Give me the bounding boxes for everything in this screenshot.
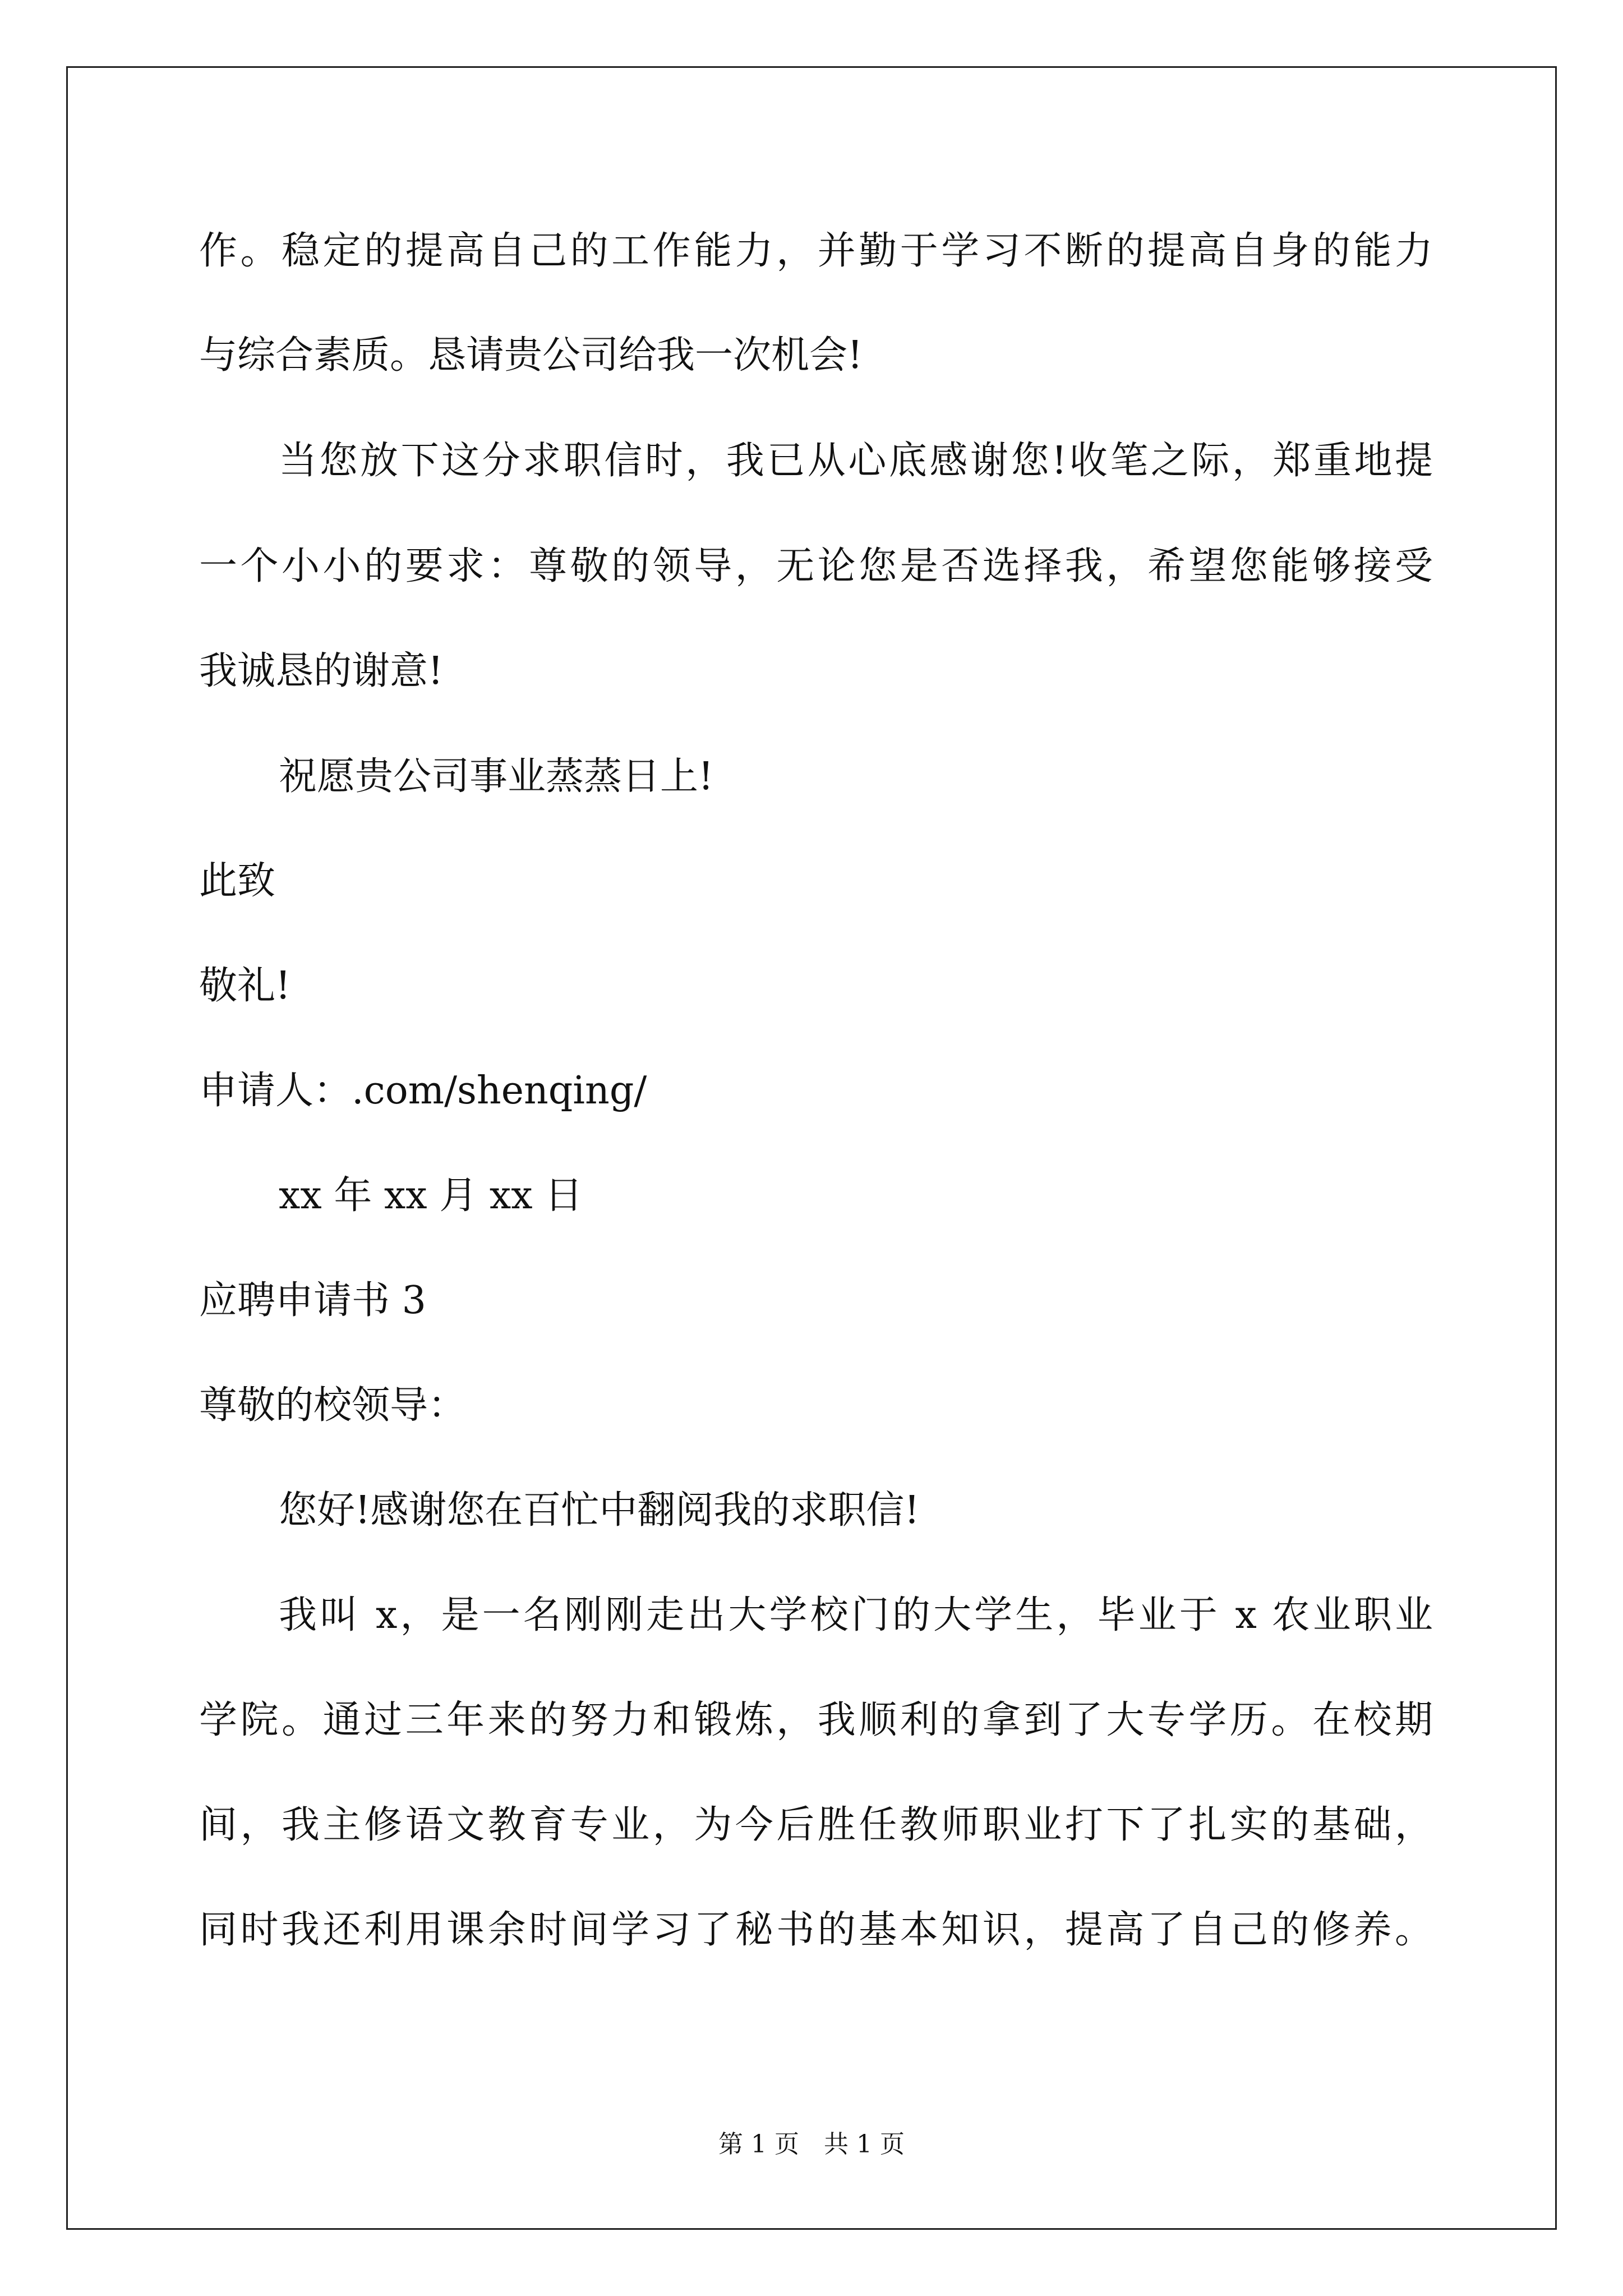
paragraph-line-14: 我叫 x，是一名刚刚走出大学校门的大学生，毕业于 x 农业职业	[279, 1593, 1433, 1637]
paragraph-line-2: 与综合素质。恳请贵公司给我一次机会!	[199, 333, 863, 378]
paragraph-line-1: 作。稳定的提高自己的工作能力，并勤于学习不断的提高自身的能力	[199, 229, 1433, 273]
paragraph-line-6: 祝愿贵公司事业蒸蒸日上!	[279, 754, 714, 799]
paragraph-line-4: 一个小小的要求：尊敬的领导，无论您是否选择我，希望您能够接受	[199, 544, 1433, 588]
paragraph-line-15: 学院。通过三年来的努力和锻炼，我顺利的拿到了大专学历。在校期	[199, 1698, 1433, 1742]
page-footer: 第 1 页 共 1 页	[718, 2130, 905, 2159]
applicant-line: 申请人：.com/shenqing/	[199, 1069, 647, 1113]
closing-respect: 敬礼!	[199, 964, 291, 1008]
date-line: xx 年 xx 月 xx 日	[279, 1174, 583, 1218]
paragraph-line-17: 同时我还利用课余时间学习了秘书的基本知识，提高了自己的修养。	[199, 1908, 1433, 1952]
paragraph-line-16: 间，我主修语文教育专业，为今后胜任教师职业打下了扎实的基础，	[199, 1803, 1433, 1847]
closing-salutation: 此致	[199, 859, 276, 903]
section-title: 应聘申请书 3	[199, 1278, 426, 1323]
paragraph-line-13: 您好!感谢您在百忙中翻阅我的求职信!	[279, 1488, 920, 1533]
paragraph-line-5: 我诚恳的谢意!	[199, 649, 444, 693]
greeting-line: 尊敬的校领导：	[199, 1383, 467, 1428]
page-border	[66, 66, 1557, 2230]
paragraph-line-3: 当您放下这分求职信时，我已从心底感谢您!收笔之际，郑重地提	[279, 439, 1433, 483]
